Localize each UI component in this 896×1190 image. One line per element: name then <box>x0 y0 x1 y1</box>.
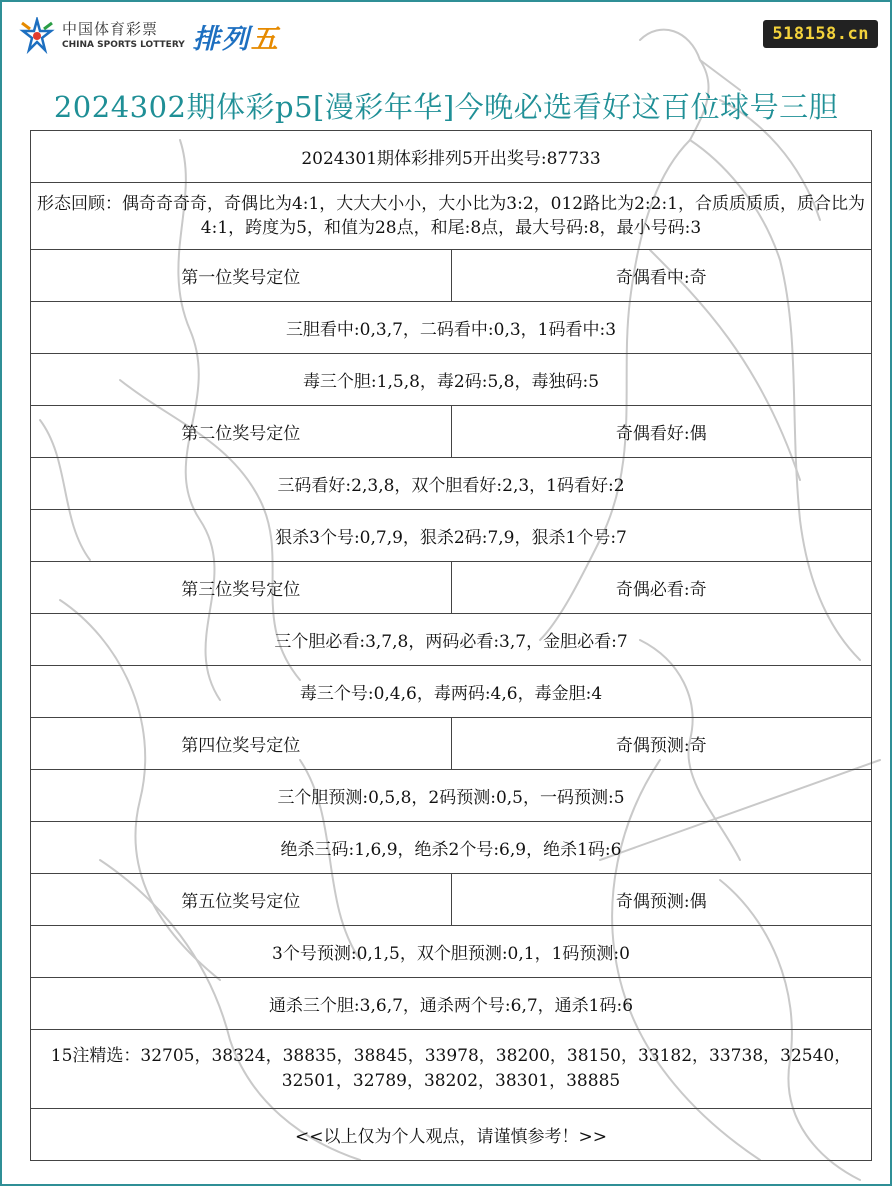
position-label-cell: 第五位奖号定位 <box>31 874 452 926</box>
table-row <box>31 183 872 250</box>
position-label-cell: 第四位奖号定位 <box>31 718 452 770</box>
table-row <box>31 822 872 874</box>
table-row <box>31 406 872 458</box>
table-row <box>31 1109 872 1161</box>
table-row <box>31 562 872 614</box>
table-row <box>31 131 872 183</box>
prediction-cell: 三码看好:2,3,8，双个胆看好:2,3，1码看好:2 <box>31 458 872 510</box>
kill-cell: 毒三个胆:1,5,8，毒2码:5,8，毒独码:5 <box>31 354 872 406</box>
table-row <box>31 1030 872 1109</box>
parity-cell: 奇偶预测:奇 <box>451 718 872 770</box>
disclaimer-cell: <<以上仅为个人观点，请谨慎参考！>> <box>31 1109 872 1161</box>
site-badge[interactable]: 518158.cn <box>763 20 878 48</box>
logo-en-text: CHINA SPORTS LOTTERY <box>62 40 185 50</box>
position-label-cell: 第三位奖号定位 <box>31 562 452 614</box>
table-row <box>31 302 872 354</box>
table-row <box>31 354 872 406</box>
logo-game-name <box>193 17 280 56</box>
china-sports-lottery-logo <box>18 16 280 56</box>
parity-cell: 奇偶预测:偶 <box>451 874 872 926</box>
table-row <box>31 614 872 666</box>
logo-cn-text: 中国体育彩票 <box>62 20 159 38</box>
page-title: 2024302期体彩p5[漫彩年华]今晚必选看好这百位球号三胆 <box>53 90 839 125</box>
parity-cell: 奇偶看好:偶 <box>451 406 872 458</box>
parity-cell: 奇偶看中:奇 <box>451 250 872 302</box>
position-label-cell: 第一位奖号定位 <box>31 250 452 302</box>
kill-cell: 通杀三个胆:3,6,7，通杀两个号:6,7，通杀1码:6 <box>31 978 872 1030</box>
kill-cell: 狠杀3个号:0,7,9，狠杀2码:7,9，狠杀1个号:7 <box>31 510 872 562</box>
review-cell: 形态回顾：偶奇奇奇奇，奇偶比为4:1，大大大小小，大小比为3:2，012路比为2:2:1，合质质质质，质合比为4:1，跨度为5，和值为28点，和尾:8点，最大号码:8，最小号码:3 <box>31 183 872 250</box>
prediction-cell: 三个胆必看:3,7,8，两码必看:3,7，金胆必看:7 <box>31 614 872 666</box>
table-row <box>31 666 872 718</box>
prediction-table <box>30 130 872 1161</box>
table-row <box>31 770 872 822</box>
prediction-cell: 3个号预测:0,1,5，双个胆预测:0,1，1码预测:0 <box>31 926 872 978</box>
prediction-cell: 三个胆预测:0,5,8，2码预测:0,5，一码预测:5 <box>31 770 872 822</box>
draw-result-cell: 2024301期体彩排列5开出奖号:87733 <box>31 131 872 183</box>
table-row <box>31 458 872 510</box>
table-row <box>31 510 872 562</box>
kill-cell: 绝杀三码:1,6,9，绝杀2个号:6,9，绝杀1码:6 <box>31 822 872 874</box>
table-row <box>31 250 872 302</box>
prediction-cell: 三胆看中:0,3,7，二码看中:0,3，1码看中:3 <box>31 302 872 354</box>
logo-game-main: 排列 <box>192 23 251 55</box>
table-row <box>31 874 872 926</box>
parity-cell: 奇偶必看:奇 <box>451 562 872 614</box>
picks-cell: 15注精选：32705，38324，38835，38845，33978，38200，38150，33182，33738，32540，32501，32789，38202，38301，38885 <box>31 1030 872 1109</box>
lottery-star-icon <box>18 17 56 55</box>
table-row <box>31 718 872 770</box>
table-row <box>31 978 872 1030</box>
position-label-cell: 第二位奖号定位 <box>31 406 452 458</box>
table-row <box>31 926 872 978</box>
kill-cell: 毒三个号:0,4,6，毒两码:4,6，毒金胆:4 <box>31 666 872 718</box>
logo-game-five: 五 <box>250 23 280 55</box>
